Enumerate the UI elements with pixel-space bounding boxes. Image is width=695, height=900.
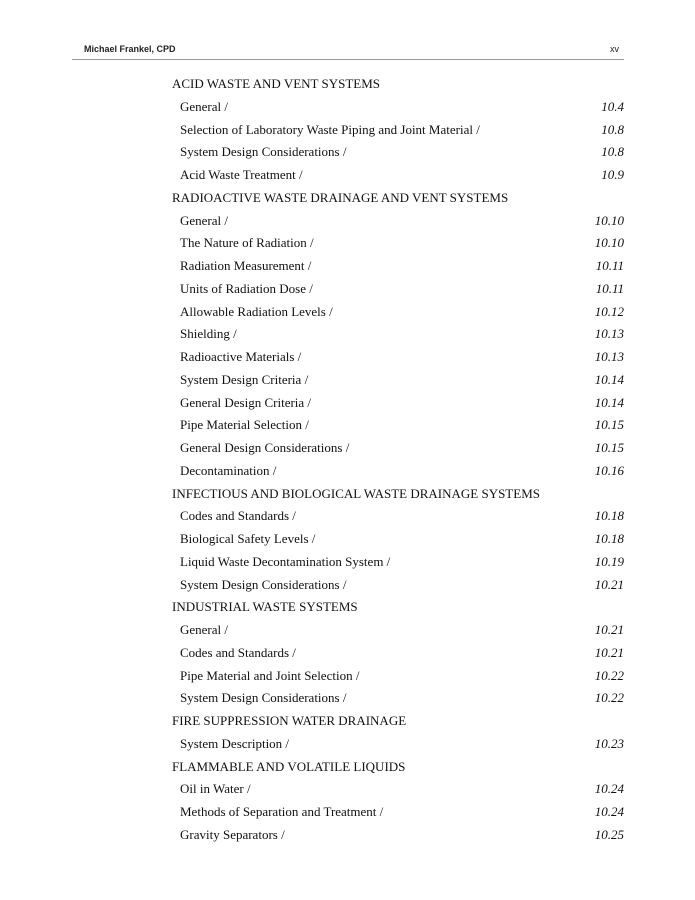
toc-section-title: FIRE SUPPRESSION WATER DRAINAGE — [172, 713, 407, 728]
toc-entry-label: General Design Considerations / — [180, 440, 350, 455]
toc-entry-page: 10.19 — [594, 553, 624, 569]
toc-entry-label: Allowable Radiation Levels / — [180, 303, 333, 319]
toc-entry — [172, 665, 624, 688]
toc-entry — [172, 619, 624, 642]
toc-entry-page: 10.15 — [594, 440, 624, 455]
toc-entry-page: 10.18 — [594, 531, 624, 546]
toc-entry-page: 10.11 — [595, 258, 624, 273]
toc-entry — [172, 460, 624, 483]
toc-entry-page: 10.16 — [594, 462, 624, 478]
toc-entry-label: System Design Considerations / — [180, 690, 347, 706]
toc-entry — [172, 96, 624, 119]
toc-entry — [172, 801, 624, 824]
toc-entry — [172, 278, 624, 301]
toc-entry-label: Selection of Laboratory Waste Piping and Joint Material / — [180, 121, 480, 137]
toc-entry-page: 10.18 — [594, 508, 624, 524]
toc-entry — [172, 551, 624, 574]
toc-entry-label: Shielding / — [180, 326, 237, 342]
toc-entry-label: General / — [180, 212, 229, 228]
toc-entry-label: Liquid Waste Decontamination System / — [180, 553, 391, 569]
toc-entry-page: 10.4 — [601, 98, 624, 114]
table-of-contents — [172, 73, 624, 847]
toc-entry-label: Decontamination / — [180, 462, 277, 478]
toc-entry-page: 10.8 — [601, 144, 624, 160]
toc-section-title: RADIOACTIVE WASTE DRAINAGE AND VENT SYSTEMS — [172, 189, 509, 205]
header-page-number: xv — [610, 44, 619, 54]
toc-section-title: ACID WASTE AND VENT SYSTEMS — [172, 76, 381, 91]
toc-entry — [172, 141, 624, 164]
toc-entry — [172, 255, 624, 278]
toc-entry — [172, 437, 624, 460]
toc-entry — [172, 778, 624, 801]
toc-entry-label: System Design Criteria / — [180, 371, 309, 387]
toc-entry-page: 10.25 — [594, 826, 624, 842]
toc-entry — [172, 301, 624, 324]
toc-entry-label: System Design Considerations / — [180, 576, 347, 592]
toc-entry-label: Gravity Separators / — [180, 826, 285, 842]
toc-entry-label: System Design Considerations / — [180, 144, 347, 160]
toc-entry — [172, 369, 624, 392]
toc-entry-label: System Description / — [180, 735, 290, 751]
toc-entry — [172, 574, 624, 597]
toc-entry — [172, 323, 624, 346]
toc-entry-label: Methods of Separation and Treatment / — [180, 804, 384, 819]
toc-entry — [172, 642, 624, 665]
toc-entry-label: Units of Radiation Dose / — [180, 280, 313, 296]
toc-entry-label: Codes and Standards / — [180, 644, 296, 660]
toc-entry — [172, 346, 624, 369]
toc-entry — [172, 119, 624, 142]
toc-entry-page: 10.11 — [595, 280, 624, 296]
toc-entry — [172, 824, 624, 847]
toc-entry — [172, 392, 624, 415]
toc-entry-label: Radioactive Materials / — [180, 349, 302, 364]
toc-entry-label: General Design Criteria / — [180, 394, 312, 410]
toc-entry-label: Codes and Standards / — [180, 508, 296, 524]
toc-entry-page: 10.21 — [594, 622, 624, 637]
toc-entry-page: 10.10 — [594, 212, 624, 228]
page-header — [72, 41, 624, 60]
toc-entry-page: 10.8 — [601, 121, 624, 137]
toc-entry — [172, 164, 624, 187]
toc-entry-page: 10.22 — [594, 690, 624, 706]
toc-entry-label: Pipe Material Selection / — [180, 417, 309, 433]
toc-entry-label: Pipe Material and Joint Selection / — [180, 667, 360, 683]
toc-entry-label: The Nature of Radiation / — [180, 235, 314, 251]
toc-entry-page: 10.21 — [594, 644, 624, 660]
toc-entry-page: 10.21 — [594, 576, 624, 592]
toc-entry — [172, 232, 624, 255]
toc-entry — [172, 414, 624, 437]
toc-entry — [172, 210, 624, 233]
toc-entry-page: 10.24 — [594, 781, 624, 797]
toc-entry-page: 10.13 — [594, 349, 624, 364]
toc-entry — [172, 733, 624, 756]
toc-entry-page: 10.23 — [594, 735, 624, 751]
toc-entry-label: Oil in Water / — [180, 781, 251, 797]
header-author: Michael Frankel, CPD — [84, 44, 176, 54]
toc-entry-page: 10.14 — [594, 394, 624, 410]
toc-entry-page: 10.14 — [594, 371, 624, 387]
toc-entry-page: 10.24 — [594, 804, 624, 819]
toc-entry-page: 10.9 — [601, 167, 624, 182]
toc-section-title: FLAMMABLE AND VOLATILE LIQUIDS — [172, 758, 406, 774]
toc-entry-page: 10.13 — [594, 326, 624, 342]
toc-entry-label: Acid Waste Treatment / — [180, 167, 303, 182]
toc-entry-page: 10.15 — [594, 417, 624, 433]
toc-entry — [172, 687, 624, 710]
toc-entry — [172, 528, 624, 551]
toc-entry-label: Radiation Measurement / — [180, 258, 312, 273]
toc-entry-page: 10.12 — [594, 303, 624, 319]
toc-entry-label: General / — [180, 98, 229, 114]
toc-entry — [172, 505, 624, 528]
toc-entry-page: 10.22 — [594, 667, 624, 683]
toc-entry-label: General / — [180, 622, 229, 637]
toc-entry-page: 10.10 — [594, 235, 624, 251]
toc-entry-label: Biological Safety Levels / — [180, 531, 316, 546]
toc-section-title: INFECTIOUS AND BIOLOGICAL WASTE DRAINAGE SYSTEMS — [172, 485, 540, 501]
toc-section-title: INDUSTRIAL WASTE SYSTEMS — [172, 599, 358, 615]
